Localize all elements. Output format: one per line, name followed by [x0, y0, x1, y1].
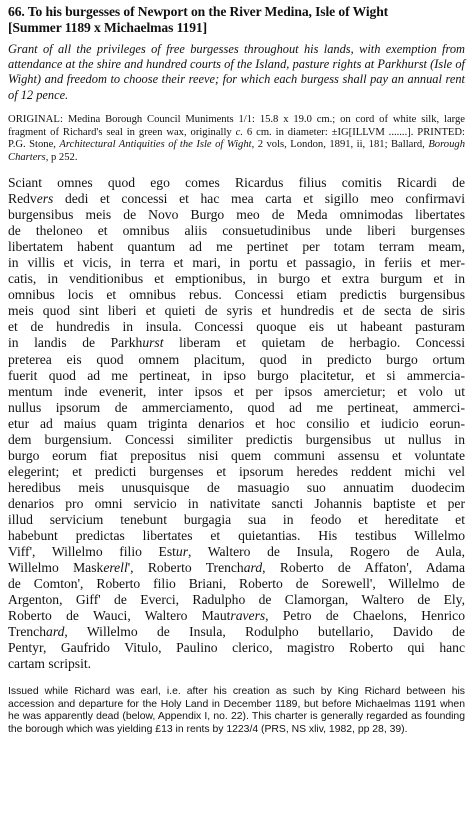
editorial-note: Issued while Richard was earl, i.e. after his creation as such by King Richard between his accession and departure for the Holy Land in December 1189, but before Michaelmas 1191 when he was apparently dead (below, Appendix I, no. 22). This charter is generally regarded as founding the borough which was yielding £13 in rents by 1223/4 (PRS, NS xliv, 1982, pp 28, 39). [8, 686, 465, 735]
charter-segment: dem burgensium. Concessi similiter predictis burgensibus ut nullus in [8, 431, 465, 447]
entry-title: 66. To his burgesses of Newport on the River Medina, Isle of Wight [8, 4, 389, 19]
circa-abbrev: c. [235, 126, 243, 138]
charter-line [8, 255, 465, 271]
charter-segment: Viff', Willelmo filio Est [8, 544, 176, 560]
charter-segment: libertatem habent quantum ad me pertinet per totam terram meam, [8, 239, 465, 255]
charter-segment: Pentyr, Gaufrido Vitulo, Paulino clerico, magistro Roberto qui hanc [8, 640, 465, 656]
charter-segment: de theloneo et omnibus aliis consuetudinibus unde liberi burgenses [8, 223, 465, 239]
original-text-2: 6 cm. in diameter: ±IG[ILLVM .......]. PRINTED: P.G. Stone, [8, 126, 465, 151]
charter-italic-segment: ard [46, 624, 65, 640]
printed-book-title: Architectural Antiquities of the Isle of Wight [59, 139, 252, 151]
charter-segment: Sciant omnes quod ego comes Ricardus filius comitis Ricardi de [8, 175, 465, 190]
charter-segment: mentum inde evenerit, inter ipsos et per ipsos amercietur; et volo ut [8, 383, 465, 399]
charter-line [8, 223, 465, 239]
charter-line [8, 576, 465, 592]
charter-segment: burgo eorum fiat prepositus nisi quem communi assensu et voluntate [8, 447, 465, 463]
charter-line [8, 464, 465, 480]
grant-summary: Grant of all the privileges of free burgesses throughout his lands, with exemption from attendance at the shire and hundred courts of the Island, pasture rights at Parkhurst (Isle of Wight) and freedom to choose their reeve; for which each burgess shall pay an annual rent of 12 pence. [8, 42, 465, 102]
charter-segment: Roberto de Wauci, Waltero Maut [8, 608, 231, 624]
entry-heading [8, 4, 465, 36]
charter-line [8, 303, 465, 319]
charter-line [8, 319, 465, 335]
charter-segment: ', Roberto Trench [127, 560, 244, 576]
charter-segment: , Waltero de Insula, Rogero de Aula, [188, 544, 465, 560]
charter-segment: in landis de Parkh [8, 335, 143, 351]
original-label: ORIGINAL: [8, 113, 64, 125]
charter-line [8, 512, 465, 528]
charter-segment: Redv [8, 191, 37, 207]
charter-line [8, 384, 465, 400]
charter-segment: burgensibus meis de Novo Burgo meo de Meda omnimodas libertates [8, 207, 465, 223]
charter-line [8, 207, 465, 223]
charter-line [8, 608, 465, 624]
charter-segment: omnibus locis et omnibus rebus. Concessi etiam predictis burgensibus [8, 287, 465, 303]
charter-line [8, 592, 465, 608]
charter-segment: , Roberto de Affaton', Adama [262, 560, 465, 576]
charter-segment: denarios pro omni servicio in nativitate sancti Johannis baptiste et per [8, 495, 465, 511]
charter-line [8, 271, 465, 287]
original-text-1: Medina Borough Council Muniments 1/1: 15.8 x 19.0 cm.; on cord of white silk, large fragment of Richard's seal in green wax, originally [8, 113, 465, 138]
charter-italic-segment: ur [175, 544, 188, 560]
charter-line [8, 335, 465, 351]
charter-segment: Argenton, Giff' de Everci, Radulpho de Clamorgan, Waltero de Ely, [8, 592, 465, 608]
charter-line [8, 560, 465, 576]
charter-segment: liberam et quietam de herbagio. Concessi [163, 335, 465, 351]
charter-line [8, 416, 465, 432]
charter-line [8, 352, 465, 368]
charter-line [8, 287, 465, 303]
charter-text [8, 175, 465, 672]
charter-line [8, 432, 465, 448]
charter-segment: nullus ipsorum de ammerciamento, quod ad me pertineat, ammerci- [8, 399, 465, 415]
charter-italic-segment: ard [243, 560, 263, 576]
charter-segment: meis quod sint liberi et quieti de syris et hundredis et de secta de siris [8, 303, 465, 319]
charter-line [8, 368, 465, 384]
charter-segment: fuerit quod ad me pertineat, in ipso burgo placitetur, et si ammercia- [8, 367, 465, 383]
charter-line [8, 496, 465, 512]
charter-segment: catis, in venditionibus et emptionibus, in burgo et extra burgum et in [8, 271, 465, 287]
charter-segment: de Comton', Roberto filio Briani, Roberto de Sorewell', Willelmo de [8, 576, 465, 592]
charter-italic-segment: ravers [230, 608, 266, 624]
charter-line [8, 239, 465, 255]
charter-segment: et de hundredis in insula. Concessi quoque eis ut habeant pasturam [8, 319, 465, 335]
charter-line [8, 624, 465, 640]
charter-line [8, 656, 465, 672]
printed-book-title-2: Borough Charters [8, 139, 465, 164]
charter-line [8, 191, 465, 207]
charter-italic-segment: ers [36, 191, 54, 207]
charter-segment: dedi et concessi et hac mea carta et sigillo meo confirmavi [53, 191, 465, 207]
original-text-3: , 2 vols, London, 1891, ii, 181; Ballard, [251, 139, 429, 151]
charter-line [8, 640, 465, 656]
charter-segment: in villis et vicis, in terra et mari, in portu et passagio, in feriis et mer- [8, 255, 465, 271]
charter-line [8, 175, 465, 191]
charter-line [8, 400, 465, 416]
charter-italic-segment: erell [103, 560, 128, 576]
charter-segment: elegerint; et predicti burgenses et ipsorum heredes reddent michi vel [8, 463, 465, 479]
entry-date-range: [Summer 1189 x Michaelmas 1191] [8, 20, 208, 35]
original-text-4: , p 252. [45, 152, 78, 164]
charter-italic-segment: urst [142, 335, 164, 351]
charter-segment: , Petro de Chaelons, Henrico [265, 608, 465, 624]
charter-segment: , Willelmo de Insula, Rodulpho butellario, Davido de [64, 624, 465, 640]
charter-segment: illud servicium tenebunt burgagia sua in feodo et hereditate et [8, 511, 465, 527]
charter-segment: preterea eis quod omnem placitum, quod in predicto burgo ortum [8, 351, 465, 367]
charter-segment: cartam scripsit. [8, 656, 92, 672]
charter-line [8, 448, 465, 464]
charter-line [8, 528, 465, 544]
charter-segment: Trench [8, 624, 47, 640]
charter-line [8, 544, 465, 560]
charter-line [8, 480, 465, 496]
charter-segment: etur ad maius quam triginta denarios et hoc consilio et iudicio eorun- [8, 415, 465, 431]
charter-segment: heredibus meis unusquisque de masuagio suo annuatim duodecim [8, 479, 465, 495]
source-description [8, 114, 465, 165]
charter-segment: Willelmo Mask [8, 560, 104, 576]
charter-segment: habebunt predictas libertates et quietantias. His testibus Willelmo [8, 528, 465, 544]
